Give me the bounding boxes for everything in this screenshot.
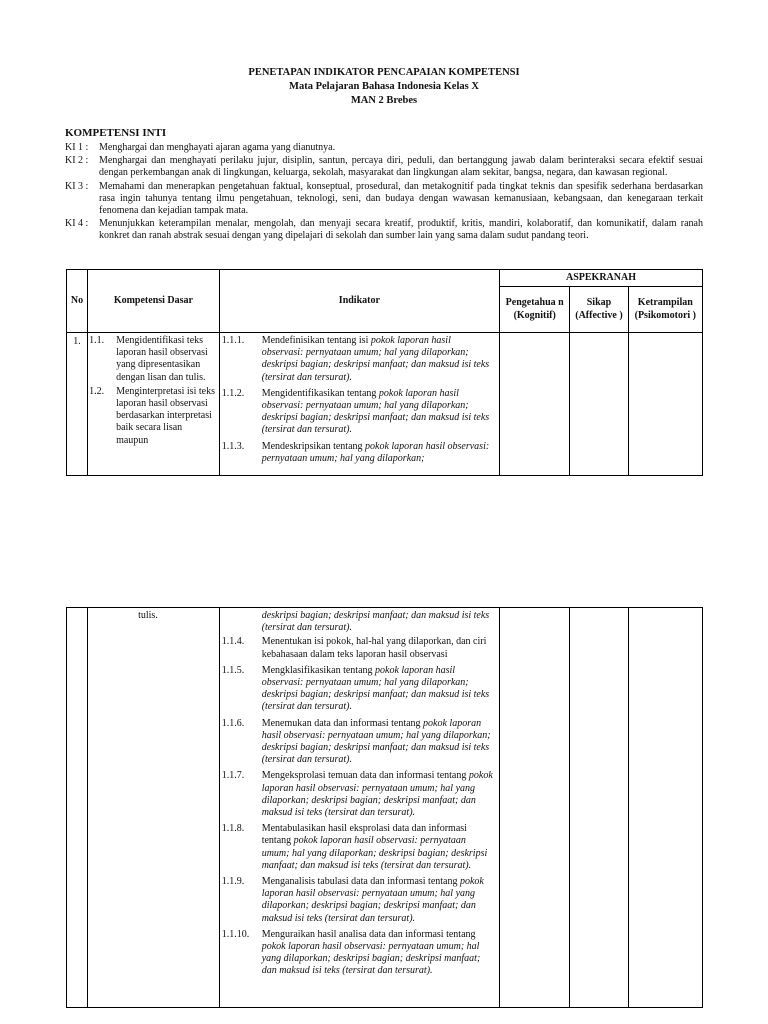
indikator-italic-text: pokok laporan hasil observasi: pernyataan umum; hal yang dilaporkan; [261, 440, 490, 464]
table-row [67, 333, 703, 476]
indikator-italic-text: pokok laporan hasil observasi: pernyataan umum; hal yang dilaporkan; deskripsi bagian; deskripsi manfaat; dan maksud isi teks (tersirat dan tersurat). [261, 387, 490, 436]
kd-continuation: tulis. [138, 610, 158, 621]
competency-table-page2 [66, 607, 703, 1008]
indikator-plain-text: Menemukan data dan informasi tentang [261, 717, 424, 729]
indikator-plain-text: Menentukan isi pokok, hal-hal yang dilaporkan, dan ciri kebahasaan dalam teks laporan hasil observasi [261, 636, 487, 660]
indikator-text [262, 876, 499, 925]
ki-code: KI 1 : [65, 142, 89, 153]
indikator-cell [219, 608, 499, 1008]
indikator-item [220, 927, 499, 978]
ki-item [65, 218, 703, 242]
indikator-italic-text: pokok laporan hasil observasi: pernyataan umum; hal yang dilaporkan; deskripsi bagian; deskripsi manfaat; dan maksud isi teks (tersirat dan tersurat). [261, 717, 491, 766]
kd-number: 1.2. [89, 385, 105, 397]
indikator-item [220, 821, 499, 872]
table-row [67, 608, 703, 1008]
ki-item [65, 142, 703, 154]
document-title-block [0, 66, 768, 108]
indikator-item [220, 716, 499, 767]
indikator-number: 1.1.8. [221, 823, 245, 835]
indikator-text [262, 929, 499, 978]
ki-text: Menghargai dan menghayati perilaku jujur, disiplin, santun, percaya diri, peduli, dan bertanggung jawab dalam berinteraksi secara efektif sesuai dengan perkembangan anak di lingkungan, keluarga, sekolah, masyarakat dan lingkungan alam sekitar, bangsa, negara, dan kawasan regional. [99, 155, 703, 179]
ki-code: KI 3 : [65, 180, 89, 192]
indikator-italic-text: pokok laporan hasil observasi: pernyataan umum; hal yang dilaporkan; deskripsi bagian; deskripsi manfaat; dan maksud isi teks (tersirat dan tersurat). [261, 876, 484, 924]
indikator-number: 1.1.3. [221, 440, 245, 452]
indikator-number: 1.1.4. [221, 636, 245, 648]
sikap-cell [570, 333, 628, 476]
indikator-item [220, 768, 499, 819]
ki-text: Menunjukkan keterampilan menalar, mengolah, dan menyaji secara kreatif, produktif, kritis, mandiri, kolaboratif, dan komunikatif, dalam ranah konkret dan ranah abstrak sesuai dengan yang dipelajari di sekolah dan sumber lain yang sama dalam sudut pandang teori. [99, 218, 703, 242]
indikator-italic-text: pokok laporan hasil observasi: pernyataan umum; hal yang dilaporkan; deskripsi bagian; deskripsi manfaat; dan maksud isi teks (tersirat dan tersurat). [261, 941, 481, 977]
indikator-italic-text: pokok laporan hasil observasi: pernyataan umum; hal yang dilaporkan; deskripsi bagian; deskripsi manfaat; dan maksud isi teks (tersirat dan tersurat). [261, 335, 490, 383]
indikator-plain-text: Menguraikan hasil analisa data dan informasi tentang [261, 928, 476, 940]
keterampilan-cell [628, 608, 702, 1008]
sikap-cell [570, 608, 628, 1008]
kd-item [88, 333, 219, 384]
indikator-plain-text: Mengidentifikasikan tentang [261, 387, 379, 399]
indikator-plain-text: Menganalisis tabulasi data dan informasi tentang [261, 876, 460, 888]
indikator-item [220, 333, 499, 384]
ki-code: KI 4 : [65, 218, 89, 230]
competency-table-page1 [66, 269, 703, 476]
indikator-text [262, 388, 499, 437]
header-pengetahuan: Pengetahua n (Kognitif) [500, 287, 570, 333]
indikator-plain-text: Mendefinisikan tentang isi [261, 335, 371, 346]
indikator-text [262, 335, 499, 384]
ki-item [65, 155, 703, 179]
row-number-empty [67, 608, 88, 1008]
document-school: MAN 2 Brebes [350, 95, 418, 106]
header-indikator: Indikator [219, 270, 499, 333]
indikator-text [262, 770, 499, 819]
header-no: No [67, 270, 88, 333]
indikator-item [220, 874, 499, 925]
indikator-item [220, 634, 499, 660]
indikator-number: 1.1.5. [221, 664, 245, 676]
indikator-number: 1.1.9. [221, 876, 245, 888]
ki-code: KI 2 : [65, 155, 89, 167]
indikator-continuation: deskripsi bagian; deskripsi manfaat; dan maksud isi teks (tersirat dan tersurat). [261, 610, 490, 634]
indikator-italic-text: pokok laporan hasil observasi: pernyataan umum; hal yang dilaporkan; deskripsi bagian; deskripsi manfaat; dan maksud isi teks (tersirat dan tersurat). [261, 835, 488, 871]
indikator-item [220, 439, 499, 465]
kompetensi-dasar-cell [88, 608, 220, 1008]
indikator-plain-text: Mendeskripsikan tentang [261, 440, 366, 452]
ki-heading: KOMPETENSI INTI [65, 127, 167, 139]
indikator-text [262, 665, 499, 714]
keterampilan-cell [628, 333, 702, 476]
indikator-number: 1.1.10. [221, 928, 250, 940]
pengetahuan-cell [500, 333, 570, 476]
kompetensi-dasar-cell [88, 333, 220, 476]
indikator-italic-text: pokok laporan hasil observasi: pernyataan umum; hal yang dilaporkan; deskripsi bagian; deskripsi manfaat; dan maksud isi teks (tersirat dan tersurat). [261, 664, 490, 713]
indikator-plain-text: Mentabulasikan hasil eksprolasi data dan informasi tentang [261, 823, 467, 847]
indikator-text [262, 718, 499, 767]
indikator-number: 1.1.6. [221, 717, 245, 729]
indikator-cell [219, 333, 499, 476]
indikator-number: 1.1.7. [221, 770, 245, 782]
pengetahuan-cell [500, 608, 570, 1008]
ki-list [65, 142, 703, 244]
indikator-number: 1.1.1. [221, 335, 245, 346]
indikator-text [262, 441, 499, 465]
row-number: 1. [67, 333, 88, 476]
ki-item [65, 181, 703, 218]
document-subject: Mata Pelajaran Bahasa Indonesia Kelas X [289, 81, 479, 92]
header-aspek-ranah: ASPEKRANAH [500, 270, 703, 287]
indikator-plain-text: Mengeksprolasi temuan data dan informasi tentang [261, 770, 469, 782]
indikator-italic-text: pokok laporan hasil observasi: pernyataan umum; hal yang dilaporkan; deskripsi bagian; deskripsi manfaat; dan maksud isi teks (tersirat dan tersurat). [261, 770, 493, 819]
indikator-text [262, 823, 499, 872]
header-keterampilan: Ketrampilan (Psikomotori ) [628, 287, 702, 333]
indikator-text [262, 636, 499, 660]
indikator-plain-text: Mengklasifikasikan tentang [261, 664, 376, 676]
ki-text: Memahami dan menerapkan pengetahuan faktual, konseptual, prosedural, dan metakognitif pada tingkat teknis dan spesifik sederhana berdasarkan rasa ingin tahunya tentang ilmu pengetahuan, teknologi, seni, dan budaya dengan wawasan kemanusiaan, kebangsaan, dan kenegaraan terkait fenomena dan kejadian tampak mata. [99, 180, 703, 217]
header-kompetensi-dasar: Kompetensi Dasar [88, 270, 220, 333]
kd-text: Mengidentifikasi teks laporan hasil observasi yang dipresentasikan dengan lisan dan tulis. [116, 335, 208, 383]
ki-text: Menghargai dan menghayati ajaran agama yang dianutnya. [99, 142, 336, 153]
kd-text: Menginterpretasi isi teks laporan hasil observasi berdasarkan interpretasi baik secara lisan maupun [116, 385, 215, 446]
indikator-item [220, 663, 499, 714]
document-title: PENETAPAN INDIKATOR PENCAPAIAN KOMPETENSI [248, 67, 520, 78]
header-sikap: Sikap (Affective ) [570, 287, 628, 333]
indikator-number: 1.1.2. [221, 387, 245, 399]
kd-item [88, 384, 219, 447]
kd-number: 1.1. [89, 335, 105, 346]
indikator-item [220, 386, 499, 437]
